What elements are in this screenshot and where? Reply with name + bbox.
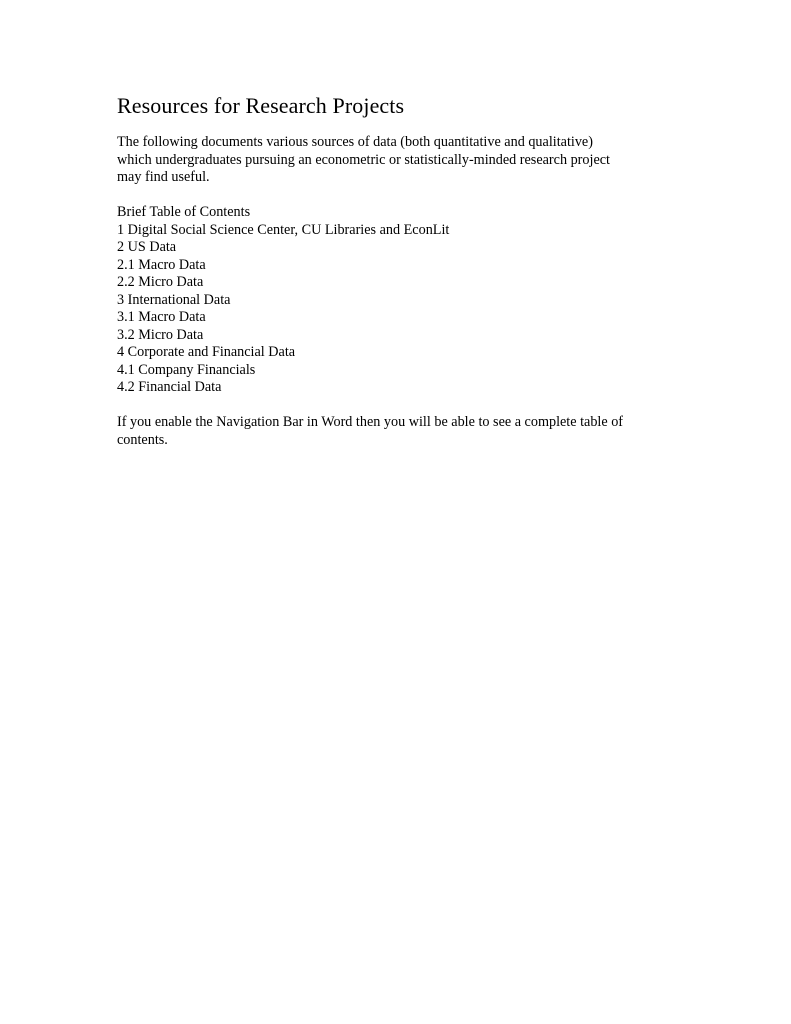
intro-line: The following documents various sources of data (both quantitative and qualitative) xyxy=(117,134,593,150)
intro-line: may find useful. xyxy=(117,169,210,185)
closing-paragraph xyxy=(117,414,717,449)
toc-entry: 1 Digital Social Science Center, CU Libraries and EconLit xyxy=(117,221,450,238)
closing-line: If you enable the Navigation Bar in Word then you will be able to see a complete table of xyxy=(117,414,624,430)
toc-entry: 3.1 Macro Data xyxy=(117,309,206,325)
toc-group-us xyxy=(117,239,717,292)
toc-entry: 4.1 Company Financials xyxy=(117,361,256,378)
toc-heading: Brief Table of Contents xyxy=(117,204,251,220)
toc-section xyxy=(117,204,717,239)
toc-group-international xyxy=(117,292,717,345)
toc-entry: 2.1 Macro Data xyxy=(117,256,206,273)
toc-entry: 2 US Data xyxy=(117,239,177,255)
intro-paragraph xyxy=(117,134,717,187)
document-body xyxy=(117,92,717,449)
toc-entry: 4.2 Financial Data xyxy=(117,379,222,395)
toc-group-corporate xyxy=(117,344,717,397)
toc-entry: 3 International Data xyxy=(117,291,231,308)
toc-entry: 4 Corporate and Financial Data xyxy=(117,344,296,360)
toc-entry: 3.2 Micro Data xyxy=(117,326,204,343)
intro-line: which undergraduates pursuing an econometric or statistically-minded research project xyxy=(117,151,610,168)
document-title: Resources for Research Projects xyxy=(117,93,405,118)
toc-entry: 2.2 Micro Data xyxy=(117,274,204,290)
closing-line: contents. xyxy=(117,431,168,448)
